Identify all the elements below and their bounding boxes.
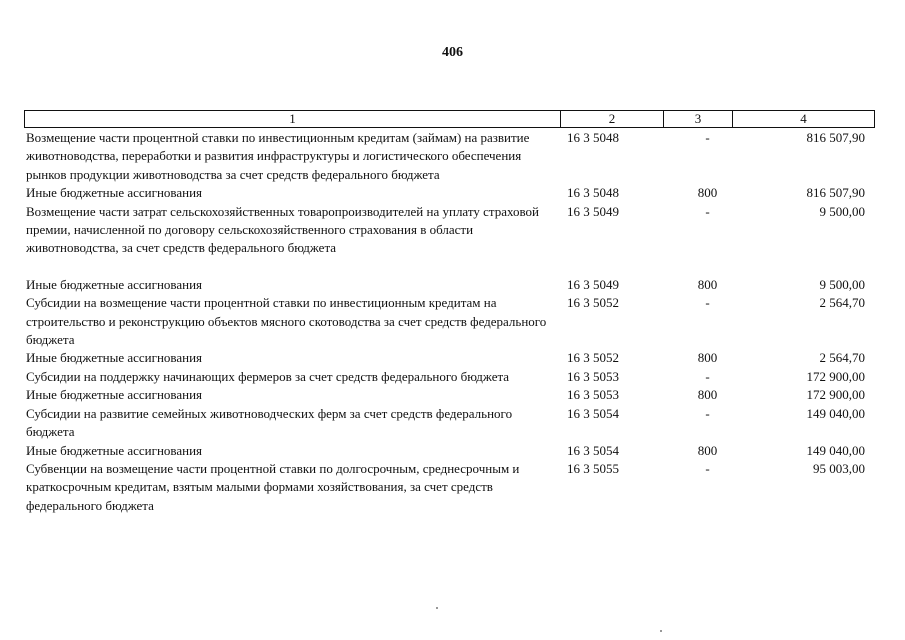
row-amount: 172 900,00 [806, 387, 865, 403]
table-row [24, 460, 875, 515]
row-amount: 149 040,00 [806, 442, 865, 458]
row-name: Иные бюджетные ассигнования [26, 185, 203, 201]
row-amount: 2 564,70 [819, 350, 865, 366]
row-code: 16 3 5049 [567, 276, 619, 292]
header-col-3: 3 [694, 111, 702, 126]
scan-speck [436, 607, 438, 609]
scan-speck [660, 630, 662, 632]
row-type: 800 [697, 350, 718, 366]
table-row [24, 294, 875, 349]
header-col-4: 4 [800, 111, 807, 126]
table-row [24, 442, 875, 460]
row-code: 16 3 5048 [567, 185, 619, 201]
row-name: Субсидии на поддержку начинающих фермеров за счет средств федерального бюджета [26, 368, 510, 384]
row-code: 16 3 5054 [567, 442, 619, 458]
row-code: 16 3 5048 [567, 130, 619, 145]
header-col-2: 2 [608, 111, 616, 126]
row-name: Иные бюджетные ассигнования [26, 442, 203, 458]
row-amount: 95 003,00 [813, 460, 865, 476]
table-row [24, 203, 875, 258]
row-code: 16 3 5052 [567, 350, 619, 366]
table-header [24, 110, 875, 128]
row-code: 16 3 5054 [567, 405, 619, 421]
row-type: - [705, 295, 710, 311]
row-amount: 816 507,90 [806, 185, 865, 201]
row-amount: 2 564,70 [819, 295, 865, 311]
row-amount: 9 500,00 [819, 276, 865, 292]
table-row [24, 184, 875, 202]
row-type: - [705, 203, 710, 219]
row-name: Субсидии на развитие семейных животноводческих ферм за счет средств федерального бюджета [26, 405, 513, 440]
row-type: - [705, 405, 710, 421]
row-amount: 149 040,00 [806, 405, 865, 421]
row-code: 16 3 5049 [567, 203, 619, 219]
row-name: Иные бюджетные ассигнования [26, 387, 203, 403]
header-col-1: 1 [289, 111, 296, 126]
page-number: 406 [442, 45, 463, 60]
table-row [24, 405, 875, 442]
row-name: Возмещение части затрат сельскохозяйственных товаропроизводителей на уплату страховой премии, начисленной по договору сельскохозяйственного страхования в области животноводства, за счет средств федерального бюджета [26, 203, 540, 256]
table-row [24, 129, 875, 184]
budget-table-body [24, 129, 875, 515]
row-name: Иные бюджетные ассигнования [26, 276, 203, 292]
row-type: 800 [697, 442, 718, 458]
row-code: 16 3 5053 [567, 368, 619, 384]
table-row [24, 368, 875, 386]
row-amount: 816 507,90 [806, 130, 865, 145]
table-row [24, 276, 875, 294]
row-code: 16 3 5053 [567, 387, 619, 403]
row-code: 16 3 5052 [567, 295, 619, 311]
row-type: - [705, 130, 710, 145]
row-spacer [24, 258, 875, 276]
table-row [24, 349, 875, 367]
row-amount: 172 900,00 [806, 368, 865, 384]
row-type: 800 [697, 185, 718, 201]
row-code: 16 3 5055 [567, 460, 619, 476]
row-type: - [705, 368, 710, 384]
table-row [24, 386, 875, 404]
row-name: Субвенции на возмещение части процентной ставки по долгосрочным, среднесрочным и краткосрочным кредитам, взятым малыми формами хозяйствования, за счет средств федерального бюджета [26, 460, 520, 513]
row-type: 800 [697, 276, 718, 292]
row-name: Субсидии на возмещение части процентной ставки по инвестиционным кредитам на строительство и реконструкцию объектов мясного скотоводства за счет средств федерального бюджета [26, 295, 547, 348]
row-name: Возмещение части процентной ставки по инвестиционным кредитам (займам) на развитие животноводства, переработки и развития инфраструктуры и логистического обеспечения рынков продукции животноводства за счет средств федерального бюджета [26, 130, 530, 182]
row-amount: 9 500,00 [819, 203, 865, 219]
row-name: Иные бюджетные ассигнования [26, 350, 203, 366]
row-type: 800 [697, 387, 718, 403]
row-type: - [705, 460, 710, 476]
